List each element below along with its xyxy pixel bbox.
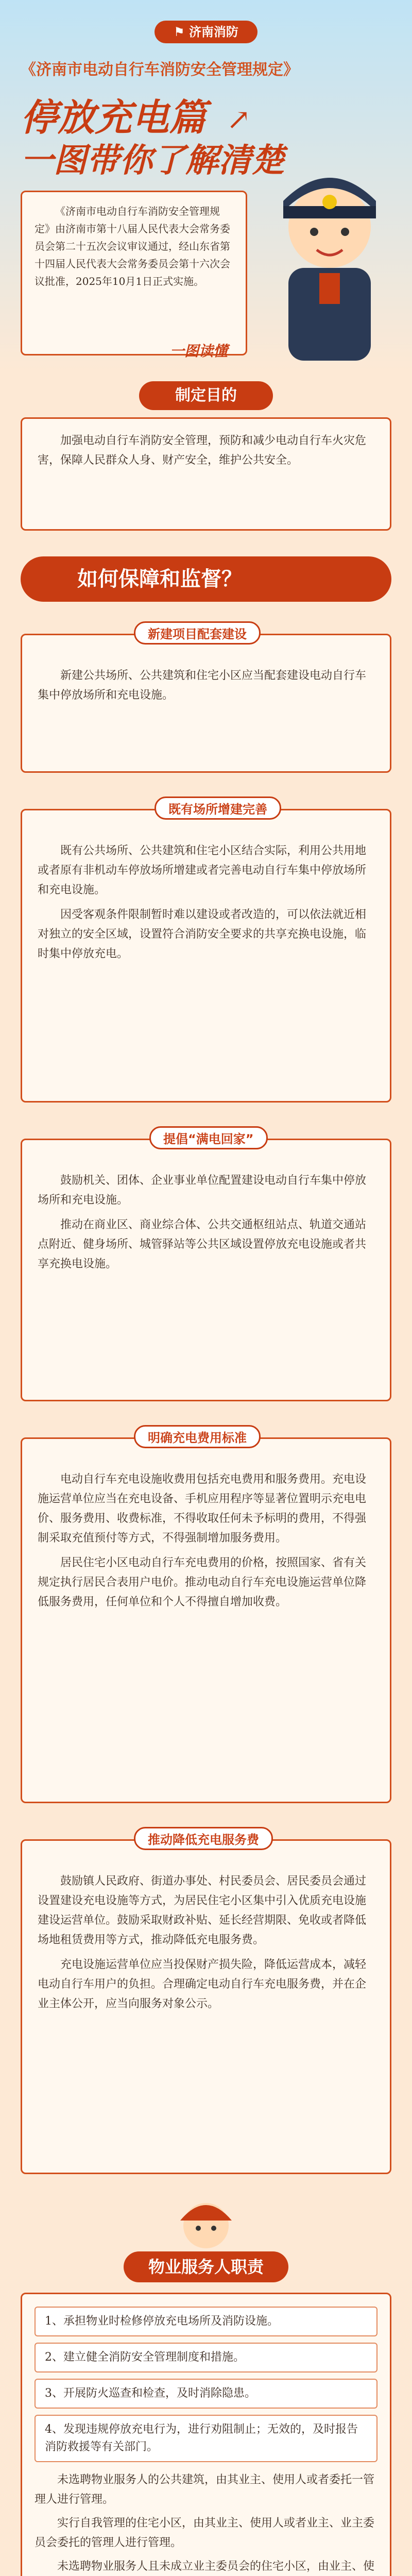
duty-list — [35, 2307, 377, 2462]
low-fee-text-1: 鼓励镇人民政府、街道办事处、村民委员会、居民委员会通过设置建设充电设施等方式，为居民住宅小区集中引入优质充电设施建设运营单位。鼓励采取财政补贴、延长经营期限、免收或者降低场地租赁费用等方式，推动降低充电服务费。 — [38, 1875, 367, 1946]
property-heading: 物业服务人职责 — [124, 2251, 288, 2282]
property-text-2: 实行自我管理的住宅小区，由其业主、使用人或者业主、业主委员会委托的管理人进行管理。 — [35, 2517, 375, 2549]
old-build-text-1: 既有公共场所、公共建筑和住宅小区结合实际，利用公共用地或者原有非机动车停放场所增建或者完善电动自行车集中停放场所和充电设施。 — [38, 844, 367, 896]
intro-card — [21, 191, 247, 355]
property-section — [0, 2195, 412, 2576]
low-fee-block — [0, 1824, 412, 2184]
duty-item: 4、发现违规停放充电行为，进行劝阻制止；无效的，及时报告消防救援等有关部门。 — [35, 2415, 377, 2462]
duty-item: 2、建立健全消防安全管理制度和措施。 — [35, 2343, 377, 2372]
arrow-icon: ↗ — [227, 103, 251, 137]
read-badge: 一图读懂 — [170, 343, 228, 360]
page-subtitle: 一图带你了解清楚 — [21, 142, 284, 180]
duty-item: 3、开展防火巡查和检查，及时消除隐患。 — [35, 2379, 377, 2409]
fee-card — [21, 1437, 391, 1803]
new-build-text: 新建公共场所、公共建筑和住宅小区应当配套建设电动自行车集中停放场所和充电设施。 — [38, 669, 367, 702]
guarantee-heading: 如何保障和监督？ — [77, 567, 242, 591]
purpose-heading: 制定目的 — [139, 381, 273, 410]
fee-title: 明确充电费用标准 — [134, 1425, 261, 1448]
logo: ⚑ 济南消防 — [154, 21, 258, 43]
fee-text-2: 居民住宅小区电动自行车充电费用的价格，按照国家、省有关规定执行居民合表用户电价。推动电动自行车充电设施运营单位降低服务费用，任何单位和个人不得擅自增加收费。 — [38, 1556, 367, 1608]
purpose-card — [21, 417, 391, 531]
low-fee-title: 推动降低充电服务费 — [134, 1827, 273, 1850]
fee-block — [0, 1422, 412, 1814]
header-quote: 《济南市电动自行车消防安全管理规定》 — [21, 61, 299, 79]
duty-item: 1、承担物业时检修停放充电场所及消防设施。 — [35, 2307, 377, 2336]
intro-text: 《济南市电动自行车消防安全管理规定》由济南市第十八届人民代表大会常务委员会第二十五次会议审议通过，经山东省第十四届人民代表大会常务委员会第十六次会议批准，2025年10月1日正式实施。 — [35, 205, 230, 287]
old-build-title: 既有场所增建完善 — [154, 796, 281, 820]
encourage-text-1: 鼓励机关、团体、企业事业单位配置建设电动自行车集中停放场所和充电设施。 — [38, 1174, 367, 1207]
property-text-1: 未选聘物业服务人的公共建筑，由其业主、使用人或者委托一管理人进行管理。 — [35, 2473, 375, 2506]
low-fee-text-2: 充电设施运营单位应当投保财产损失险，降低运营成本，减轻电动自行车用户的负担。合理确定电动自行车充电服务费，并在企业主体公开，应当向服务对象公示。 — [38, 1958, 367, 2010]
purpose-text: 加强电动自行车消防安全管理，预防和减少电动自行车火灾危害，保障人民群众人身、财产安全，维护公共安全。 — [38, 434, 367, 467]
new-build-title: 新建项目配套建设 — [134, 621, 261, 645]
guarantee-banner — [21, 556, 391, 602]
property-card — [21, 2293, 391, 2576]
firefighter-small-illustration — [175, 2195, 237, 2251]
page-title: 停放充电篇 — [21, 96, 207, 139]
new-build-block — [0, 618, 412, 783]
property-text-3: 未选聘物业服务人且未成立业主委员会的住宅小区，由业主、使 — [57, 2560, 375, 2573]
new-build-card — [21, 634, 391, 773]
encourage-text-2: 推动在商业区、商业综合体、公共交通枢纽站点、轨道交通站点附近、健身场所、城管驿站等公共区域设置停放充电设施或者共享充换电设施。 — [38, 1218, 367, 1270]
encourage-title: 提倡“满电回家” — [149, 1126, 268, 1149]
firefighter-illustration — [263, 155, 397, 361]
purpose-section — [0, 381, 412, 541]
old-build-block — [0, 793, 412, 1113]
fire-badge-icon: ⚑ — [174, 25, 189, 39]
old-build-card — [21, 809, 391, 1103]
encourage-card — [21, 1139, 391, 1401]
low-fee-card — [21, 1839, 391, 2174]
header — [0, 0, 412, 371]
old-build-text-2: 因受客观条件限制暂时难以建设或者改造的，可以依法就近相对独立的安全区域，设置符合消防安全要求的共享充换电设施，临时集中停放充电。 — [38, 908, 367, 960]
encourage-block — [0, 1123, 412, 1412]
fee-text-1: 电动自行车充电设施收费用包括充电费用和服务费用。充电设施运营单位应当在充电设备、手机应用程序等显著位置明示充电电价、服务费用、收费标准，不得收取任何未予标明的费用，不得强制采取充值预付等方式，不得强制增加服务费用。 — [38, 1473, 367, 1545]
